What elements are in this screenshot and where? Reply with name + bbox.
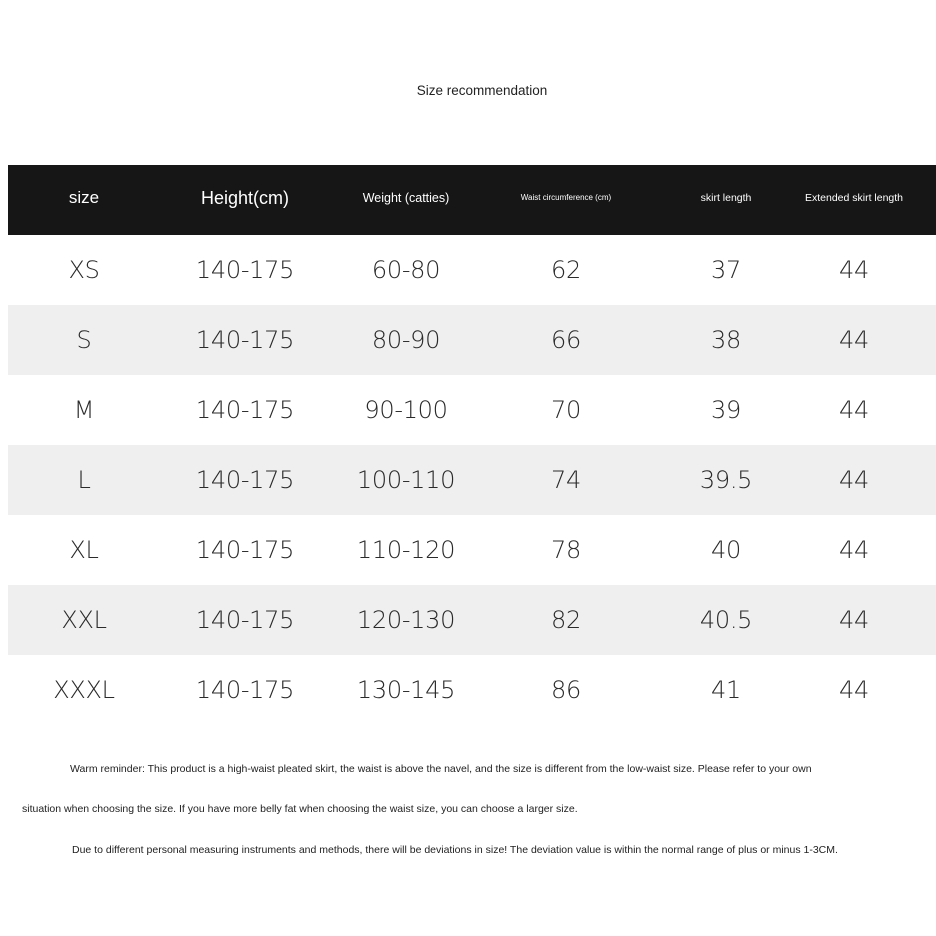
cell-height: 140-175 [195, 256, 295, 284]
cell-skirt-length: 40.5 [699, 606, 753, 634]
table-row [8, 655, 936, 725]
table-row [8, 515, 936, 585]
warm-reminder-line-2: situation when choosing the size. If you have more belly fat when choosing the waist size, you can choose a larger size. [22, 803, 578, 815]
cell-skirt-length: 40 [711, 536, 741, 564]
cell-size: XXL [61, 606, 107, 634]
cell-height: 140-175 [195, 606, 295, 634]
cell-waist: 82 [551, 606, 581, 634]
cell-weight: 120-130 [356, 606, 456, 634]
header-height: Height(cm) [200, 188, 289, 208]
cell-waist: 86 [551, 676, 581, 704]
cell-size: S [76, 326, 92, 354]
cell-skirt-length: 41 [711, 676, 741, 704]
cell-size: XL [69, 536, 99, 564]
table-row [8, 375, 936, 445]
cell-waist: 70 [551, 396, 581, 424]
cell-extended-skirt-length: 44 [839, 676, 869, 704]
cell-size: XXXL [53, 676, 115, 704]
size-table [8, 165, 936, 725]
cell-extended-skirt-length: 44 [839, 326, 869, 354]
cell-waist: 62 [551, 256, 581, 284]
table-row [8, 305, 936, 375]
cell-skirt-length: 38 [711, 326, 741, 354]
cell-height: 140-175 [195, 396, 295, 424]
cell-extended-skirt-length: 44 [839, 466, 869, 494]
header-size: size [68, 188, 100, 207]
cell-weight: 110-120 [356, 536, 456, 564]
cell-skirt-length: 39.5 [699, 466, 753, 494]
cell-weight: 90-100 [364, 396, 448, 424]
page-title: Size recommendation [416, 83, 548, 98]
header-skirt-length: skirt length [700, 192, 752, 204]
cell-weight: 60-80 [371, 256, 441, 284]
cell-extended-skirt-length: 44 [839, 536, 869, 564]
cell-height: 140-175 [195, 326, 295, 354]
cell-weight: 100-110 [356, 466, 456, 494]
cell-height: 140-175 [195, 536, 295, 564]
table-row [8, 585, 936, 655]
cell-waist: 74 [551, 466, 581, 494]
cell-extended-skirt-length: 44 [839, 606, 869, 634]
cell-extended-skirt-length: 44 [839, 396, 869, 424]
cell-weight: 130-145 [356, 676, 456, 704]
cell-size: XS [68, 256, 100, 284]
header-extended-skirt-length: Extended skirt length [804, 192, 904, 204]
cell-waist: 78 [551, 536, 581, 564]
cell-extended-skirt-length: 44 [839, 256, 869, 284]
cell-waist: 66 [551, 326, 581, 354]
cell-size: M [73, 396, 95, 424]
cell-skirt-length: 39 [711, 396, 741, 424]
cell-size: L [77, 466, 91, 494]
warm-reminder-line-1: Warm reminder: This product is a high-waist pleated skirt, the waist is above the navel, and the size is different from the low-waist size. Please refer to your own [70, 763, 812, 775]
table-header [8, 165, 936, 235]
header-weight: Weight (catties) [362, 191, 450, 205]
cell-skirt-length: 37 [711, 256, 741, 284]
table-row [8, 445, 936, 515]
deviation-note: Due to different personal measuring instruments and methods, there will be deviations in size! The deviation value is within the normal range of plus or minus 1-3CM. [72, 844, 838, 856]
cell-height: 140-175 [195, 676, 295, 704]
table-row [8, 235, 936, 305]
cell-height: 140-175 [195, 466, 295, 494]
cell-weight: 80-90 [371, 326, 441, 354]
header-waist: Waist circumference (cm) [520, 193, 612, 202]
